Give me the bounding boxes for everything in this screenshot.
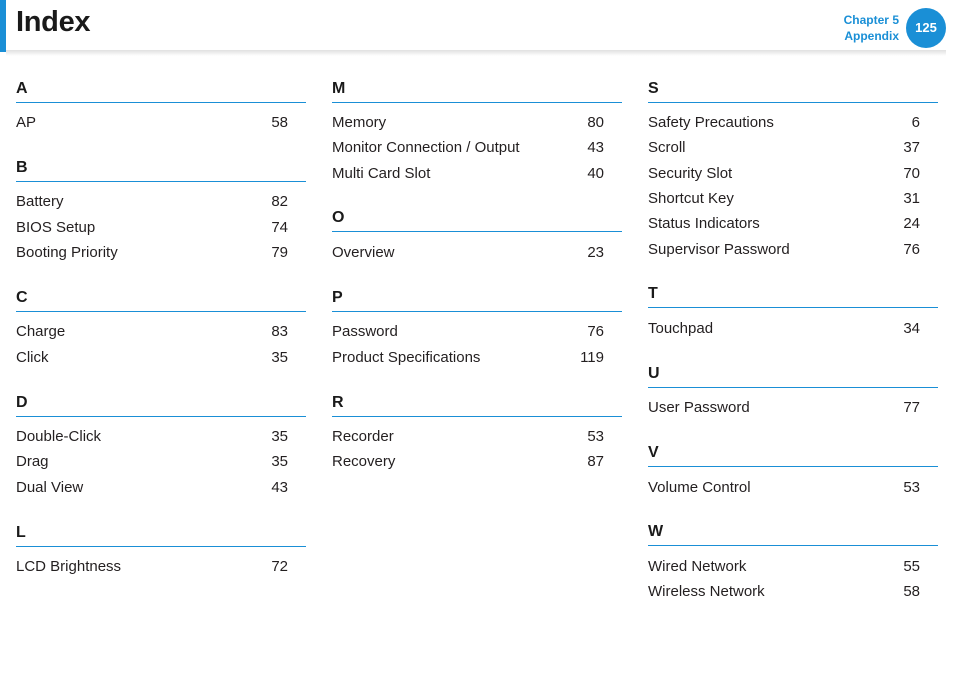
index-letter-d: D [16,394,306,417]
page-header [0,0,954,56]
entry-name: Shortcut Key [648,190,734,207]
chapter-label [844,12,899,44]
entry-page: 23 [587,244,604,261]
index-entry[interactable] [16,113,288,133]
section-name: Appendix [844,29,899,43]
entry-name: Multi Card Slot [332,165,431,182]
entry-name: BIOS Setup [16,219,96,236]
index-entry[interactable] [16,557,288,577]
index-letter-b: B [16,159,306,182]
entry-name: Safety Precautions [648,114,774,131]
index-letter-o: O [332,209,622,232]
index-letter-u: U [648,365,938,388]
index-entry[interactable] [648,138,920,158]
entry-name: Status Indicators [648,215,760,232]
entry-name: Memory [332,114,387,131]
index-entry[interactable] [648,164,920,184]
index-entry[interactable] [332,322,604,342]
entry-name: Product Specifications [332,349,481,366]
entry-page: 35 [271,349,288,366]
entry-page: 58 [903,583,920,600]
entry-name: Recorder [332,428,394,445]
index-entry[interactable] [332,427,604,447]
entry-page: 43 [271,479,288,496]
entry-name: Booting Priority [16,244,118,261]
index-letter-v: V [648,444,938,467]
index-entry[interactable] [332,348,604,368]
entry-page: 74 [271,219,288,236]
entry-name: Monitor Connection / Output [332,139,520,156]
index-entry[interactable] [332,452,604,472]
entry-name: Charge [16,323,66,340]
entry-page: 83 [271,323,288,340]
index-letter-l: L [16,524,306,547]
entry-name: AP [16,114,37,131]
entry-name: Wired Network [648,558,747,575]
index-letter-s: S [648,80,938,103]
index-letter-t: T [648,285,938,308]
index-entry[interactable] [648,582,920,602]
index-entry[interactable] [648,398,920,418]
index-entry[interactable] [332,164,604,184]
entry-page: 72 [271,558,288,575]
index-entry[interactable] [332,113,604,133]
entry-page: 34 [903,320,920,337]
accent-bar [0,0,6,52]
index-entry[interactable] [648,189,920,209]
index-entry[interactable] [16,243,288,263]
entry-page: 53 [903,479,920,496]
entry-page: 6 [911,114,920,131]
index-entry[interactable] [648,214,920,234]
header-divider [6,50,946,56]
entry-name: Dual View [16,479,84,496]
index-entry[interactable] [648,319,920,339]
entry-page: 58 [271,114,288,131]
index-letter-w: W [648,523,938,546]
entry-name: Touchpad [648,320,714,337]
index-entry[interactable] [16,452,288,472]
entry-page: 35 [271,453,288,470]
entry-name: Security Slot [648,165,733,182]
entry-page: 37 [903,139,920,156]
entry-name: Double-Click [16,428,102,445]
entry-page: 55 [903,558,920,575]
index-entry[interactable] [16,427,288,447]
entry-page: 76 [587,323,604,340]
entry-page: 40 [587,165,604,182]
index-entry[interactable] [16,348,288,368]
index-entry[interactable] [648,557,920,577]
entry-name: Scroll [648,139,686,156]
index-entry[interactable] [332,243,604,263]
index-letter-m: M [332,80,622,103]
entry-page: 82 [271,193,288,210]
index-entry[interactable] [16,322,288,342]
page-number-badge: 125 [906,8,946,48]
index-letter-a: A [16,80,306,103]
entry-name: User Password [648,399,750,416]
entry-page: 43 [587,139,604,156]
entry-page: 31 [903,190,920,207]
index-entry[interactable] [16,218,288,238]
entry-page: 80 [587,114,604,131]
entry-name: Click [16,349,49,366]
index-entry[interactable] [648,113,920,133]
entry-page: 53 [587,428,604,445]
index-entry[interactable] [648,478,920,498]
entry-name: Battery [16,193,64,210]
index-letter-r: R [332,394,622,417]
entry-name: Supervisor Password [648,241,790,258]
page-title: Index [16,6,91,38]
entry-page: 79 [271,244,288,261]
entry-page: 70 [903,165,920,182]
entry-name: Wireless Network [648,583,765,600]
entry-name: Drag [16,453,49,470]
entry-page: 24 [903,215,920,232]
index-entry[interactable] [648,240,920,260]
index-letter-p: P [332,289,622,312]
entry-name: Volume Control [648,479,751,496]
entry-page: 76 [903,241,920,258]
entry-name: Recovery [332,453,396,470]
index-entry[interactable] [16,478,288,498]
chapter-name: Chapter 5 [843,13,899,27]
entry-page: 77 [903,399,920,416]
index-entry[interactable] [332,138,604,158]
entry-page: 87 [587,453,604,470]
entry-page: 35 [271,428,288,445]
entry-name: LCD Brightness [16,558,122,575]
index-letter-c: C [16,289,306,312]
entry-name: Password [332,323,398,340]
entry-name: Overview [332,244,395,261]
index-entry[interactable] [16,192,288,212]
entry-page: 119 [580,349,604,366]
